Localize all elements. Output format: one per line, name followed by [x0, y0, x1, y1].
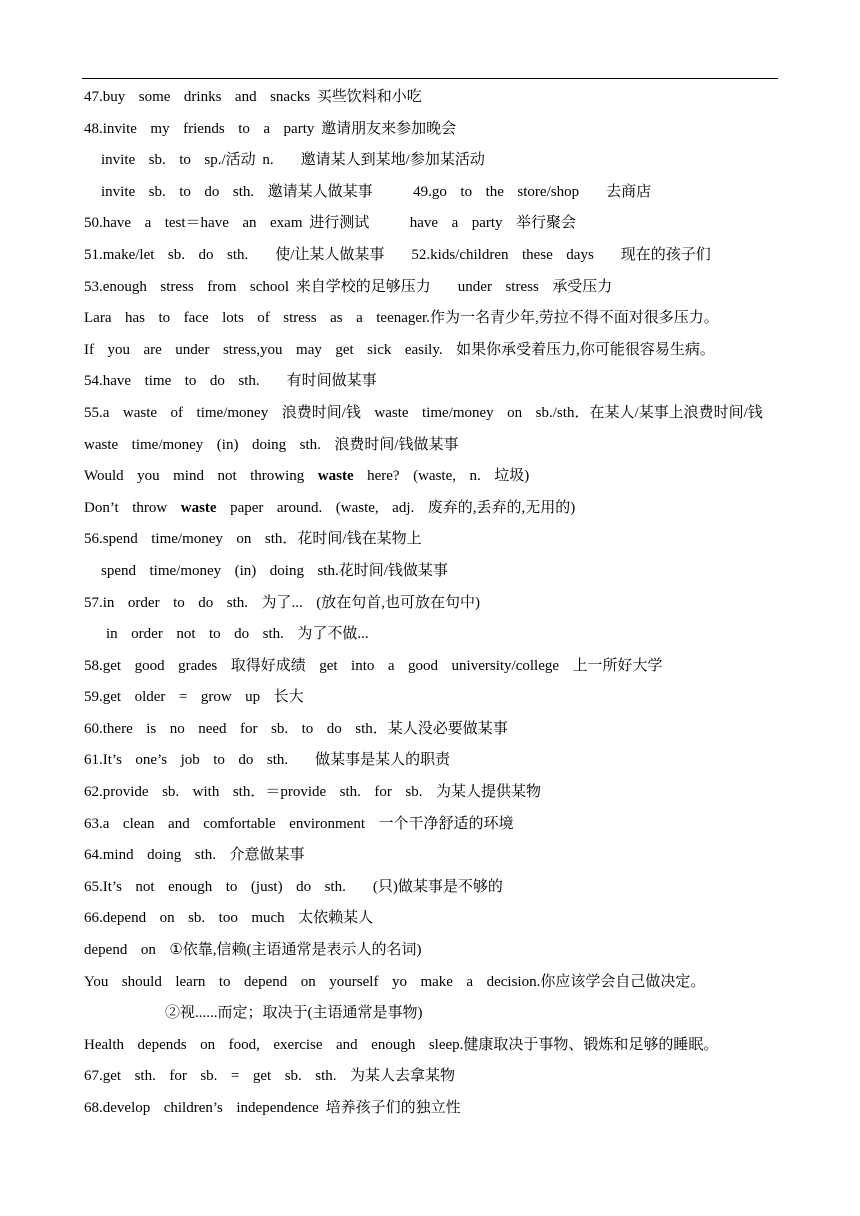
phrase-56: 56.spend time/money on sth．花时间/钱在某物上 [84, 531, 422, 548]
example-53-2: If you are under stress,you may get sick easily. 如果你承受着压力,你可能很容易生病。 [84, 341, 715, 358]
phrase-66: 66.depend on sb. too much 太依赖某人 [84, 910, 374, 927]
example-55-1-rest: here? (waste, n. 垃圾) [353, 468, 530, 485]
phrase-47: 47.buy some drinks and snacks 买些饮料和小吃 [84, 89, 422, 105]
phrase-62: 62.provide sb. with sth．＝provide sth. for sb. 为某人提供某物 [84, 784, 541, 801]
document-body [84, 82, 790, 1125]
phrase-51: 51.make/let sb. do sth. 使/让某人做某事 52.kids/children these days 现在的孩子们 [84, 246, 711, 263]
phrase-57-note: in order not to do sth. 为了不做... [106, 626, 369, 643]
phrase-67: 67.get sth. for sb. = get sb. sth. 为某人去拿某物 [84, 1068, 456, 1085]
header-rule [82, 78, 778, 79]
phrase-53: 53.enough stress from school 来自学校的足够压力 under stress 承受压力 [84, 278, 613, 295]
phrase-66-meaning-2: ②视......而定；取决于(主语通常是事物) [165, 1005, 423, 1022]
phrase-48-note-2: invite sb. to do sth. 邀请某人做某事 49.go to the store/shop 去商店 [101, 183, 652, 200]
example-55-2 [84, 493, 774, 525]
example-66-2: Health depends on food, exercise and enough sleep.健康取决于事物、锻炼和足够的睡眠。 [84, 1036, 719, 1053]
phrase-58: 58.get good grades 取得好成绩 get into a good university/college 上一所好大学 [84, 657, 663, 674]
phrase-48-note-1: invite sb. to sp./活动 n. 邀请某人到某地/参加某活动 [101, 152, 485, 169]
example-55-1-text: Would you mind not throwing [84, 468, 318, 485]
phrase-56-note: spend time/money (in) doing sth.花时间/钱做某事 [101, 562, 448, 579]
example-55-2-text: Don’t throw [84, 499, 181, 516]
phrase-64: 64.mind doing sth. 介意做某事 [84, 847, 305, 864]
example-55-2-keyword: waste [180, 499, 217, 516]
example-55-1-keyword: waste [317, 468, 354, 485]
example-55-1 [84, 461, 774, 493]
phrase-63: 63.a clean and comfortable environment 一个干净舒适的环境 [84, 815, 514, 832]
phrase-68: 68.develop children’s independence 培养孩子们的独立性 [84, 1100, 461, 1116]
phrase-48: 48.invite my friends to a party 邀请朋友来参加晚会 [84, 120, 457, 137]
phrase-55: 55.a waste of time/money 浪费时间/钱 waste time/money on sb./sth．在某人/某事上浪费时间/钱 waste time/money (in) doing sth. 浪费时间/钱做某事 [84, 404, 790, 453]
phrase-61: 61.It’s one’s job to do sth. 做某事是某人的职责 [84, 752, 451, 769]
example-66-1: You should learn to depend on yourself yo make a decision.你应该学会自己做决定。 [84, 973, 706, 990]
phrase-57: 57.in order to do sth. 为了... (放在句首,也可放在句中) [84, 594, 480, 611]
phrase-50: 50.have a test＝have an exam 进行测试 have a party 举行聚会 [84, 215, 577, 232]
phrase-65: 65.It’s not enough to (just) do sth. (只)做某事是不够的 [84, 878, 503, 895]
example-53-1: Lara has to face lots of stress as a teenager.作为一名青少年,劳拉不得不面对很多压力。 [84, 310, 719, 327]
phrase-54: 54.have time to do sth. 有时间做某事 [84, 373, 377, 390]
phrase-66-meaning-1: depend on ①依靠,信赖(主语通常是表示人的名词) [84, 942, 422, 959]
example-55-2-rest: paper around. (waste, adj. 废弃的,丢弃的,无用的) [216, 499, 576, 516]
phrase-60: 60.there is no need for sb. to do sth．某人没必要做某事 [84, 720, 508, 737]
phrase-59: 59.get older = grow up 长大 [84, 689, 304, 706]
